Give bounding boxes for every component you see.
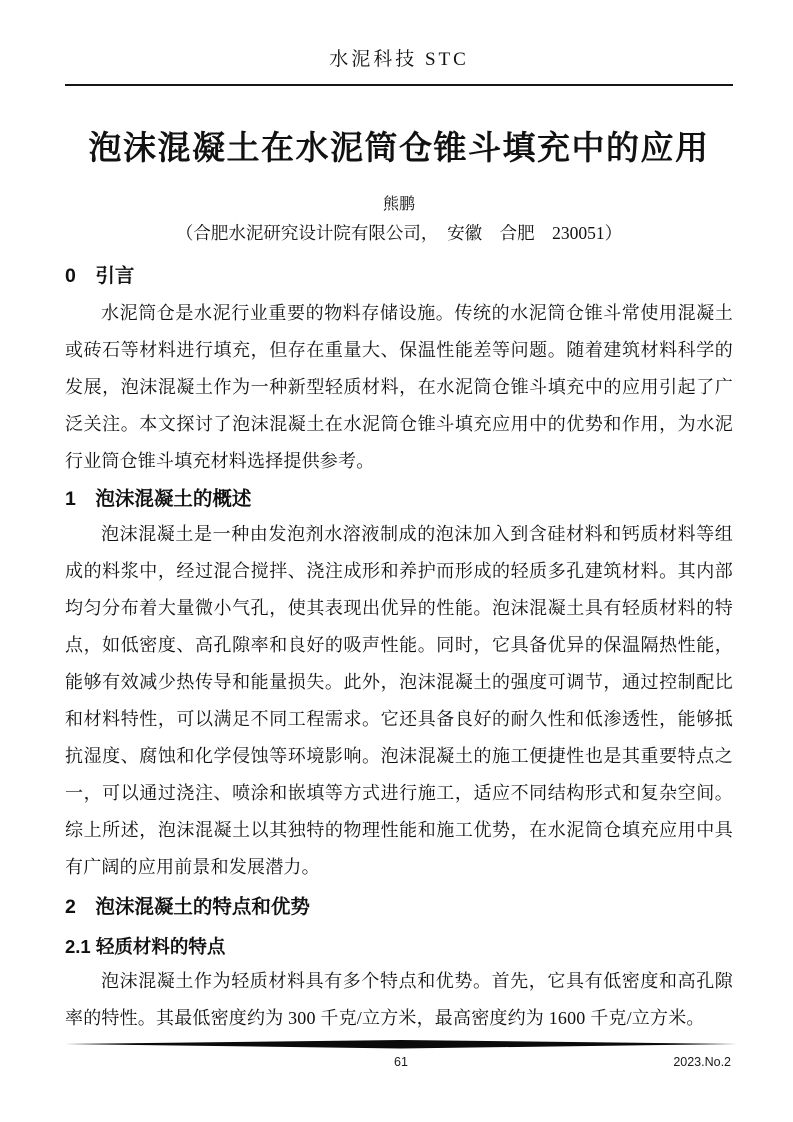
page-footer [65,1040,737,1071]
article-title: 泡沫混凝土在水泥筒仓锥斗填充中的应用 [88,129,710,166]
section-heading-1-overview: 1 泡沫混凝土的概述 [65,488,252,510]
footer-issue-label: 2023.No.2 [673,1055,731,1069]
article-affiliation: （合肥水泥研究设计院有限公司， 安徽 合肥 230051） [175,223,623,243]
paragraph-lightweight-features: 泡沫混凝土作为轻质材料具有多个特点和优势。首先，它具有低密度和高孔隙率的特性。其最低密度约为 300 千克/立方米，最高密度约为 1600 千克/立方米。 [65,971,733,1028]
section-heading-0-introduction: 0 引言 [65,265,135,287]
footer-rule [65,1040,737,1049]
footer-row [65,1053,737,1071]
subsection-heading-2-1-lightweight: 2.1 轻质材料的特点 [65,936,226,957]
footer-page-number: 61 [394,1055,408,1069]
article-author: 熊鹏 [382,196,415,213]
paragraph-overview: 泡沫混凝土是一种由发泡剂水溶液制成的泡沫加入到含硅材料和钙质材料等组成的料浆中，经过混合搅拌、浇注成形和养护而形成的轻质多孔建筑材料。其内部均匀分布着大量微小气孔，使其表现出优异的性能。泡沫混凝土具有轻质材料的特点，如低密度、高孔隙率和良好的吸声性能。同时，它具备优异的保温隔热性能，能够有效减少热传导和能量损失。此外，泡沫混凝土的强度可调节，通过控制配比和材料特性，可以满足不同工程需求。它还具备良好的耐久性和低渗透性，能够抵抗湿度、腐蚀和化学侵蚀等环境影响。泡沫混凝土的施工便捷性也是其重要特点之一，可以通过浇注、喷涂和嵌填等方式进行施工，适应不同结构形式和复杂空间。综上所述，泡沫混凝土以其独特的物理性能和施工优势，在水泥筒仓填充应用中具有广阔的应用前景和发展潜力。 [65,524,733,877]
section-heading-2-features: 2 泡沫混凝土的特点和优势 [65,896,310,918]
journal-header: 水泥科技 STC [329,49,469,70]
paragraph-introduction: 水泥筒仓是水泥行业重要的物料存储设施。传统的水泥筒仓锥斗常使用混凝土或砖石等材料进行填充，但存在重量大、保温性能差等问题。随着建筑材料科学的发展，泡沫混凝土作为一种新型轻质材料，在水泥筒仓锥斗填充中的应用引起了广泛关注。本文探讨了泡沫混凝土在水泥筒仓锥斗填充应用中的优势和作用，为水泥行业筒仓锥斗填充材料选择提供参考。 [65,303,733,471]
header-rule [65,84,733,86]
